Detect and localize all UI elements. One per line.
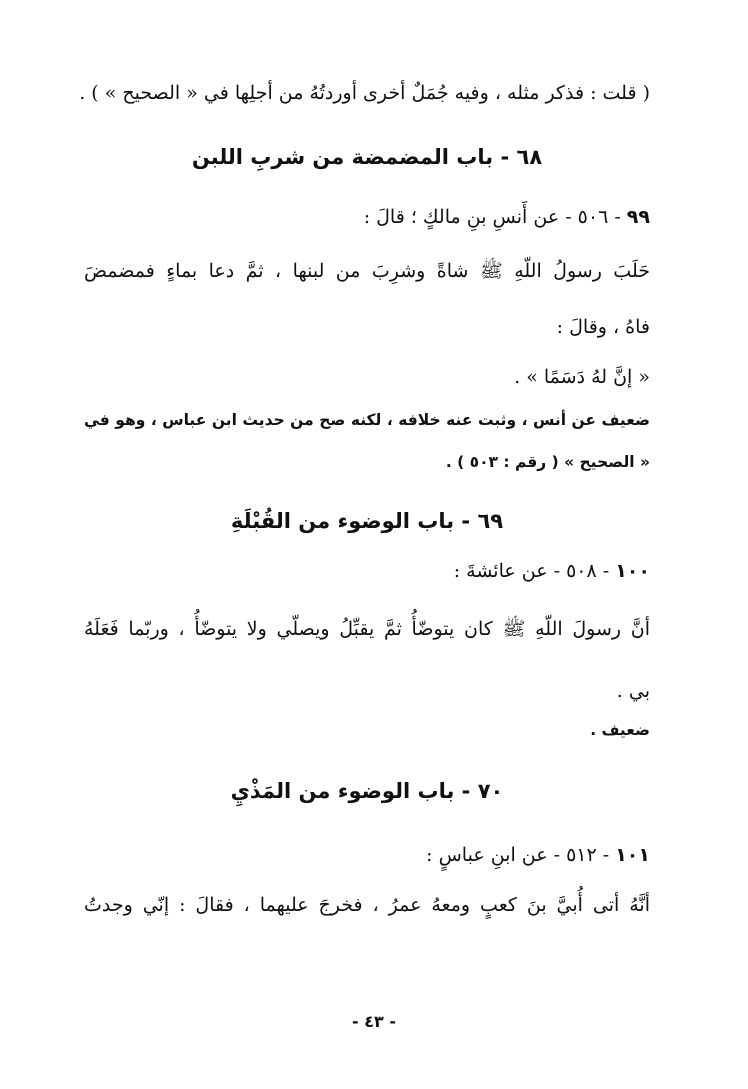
hadith-number: ١٠٠: [615, 560, 650, 582]
hadith-number: ١٠١: [615, 844, 650, 866]
hadith-header-101: [84, 840, 650, 870]
hadith-text-line: بي .: [616, 680, 650, 702]
hadith-narrator: - ٥٠٨ - عن عائشةَ :: [453, 560, 610, 582]
page-number: - ٤٣ -: [352, 1012, 396, 1031]
hadith-text-line: أنَّهُ أتى أُبيَّ بنَ كعبٍ ومعهُ عمرُ ، فخرجَ عليهما ، فقالَ : إنّي وجدتُ: [84, 894, 650, 916]
hadith-text-line: حَلَبَ رسولُ اللّهِ ﷺ شاةً وشرِبَ من لبنها ، ثمَّ دعا بماءٍ فمضمضَ: [84, 260, 650, 282]
note-line: ( قلت : فذكر مثله ، وفيه جُمَلٌ أخرى أوردتُهُ من أجلِها في « الصحيح » ) .: [79, 82, 650, 104]
grading-line: « الصحيح » ( رقم : ٥٠٣ ) .: [445, 453, 650, 471]
grading-line: ضعيف .: [590, 721, 650, 739]
chapter-heading-69: ٦٩ - باب الوضوء من القُبْلَةِ: [230, 509, 504, 533]
hadith-header-99: [84, 202, 650, 232]
hadith-number: ٩٩: [626, 206, 650, 228]
chapter-heading-70: ٧٠ - باب الوضوء من المَذْيِ: [230, 779, 504, 803]
hadith-text-line: أنَّ رسولَ اللّهِ ﷺ كان يتوضّأُ ثمَّ يقبِّلُ ويصلّي ولا يتوضّأُ ، وربّما فَعَلَهُ: [84, 618, 650, 640]
grading-line: ضعيف عن أنس ، وثبت عنه خلافه ، لكنه صح من حديث ابن عباس ، وهو في: [84, 411, 650, 429]
chapter-heading-68: ٦٨ - باب المضمضة من شربِ اللبن: [191, 145, 543, 169]
hadith-header-100: [84, 556, 650, 586]
hadith-quote-line: « إنَّ لهُ دَسَمًا » .: [514, 366, 650, 388]
hadith-narrator: - ٥١٢ - عن ابنِ عباسٍ :: [426, 844, 610, 866]
hadith-text-line: فاهُ ، وقالَ :: [556, 316, 650, 338]
hadith-narrator: - ٥٠٦ - عن أَنسِ بنِ مالكٍ ؛ قالَ :: [363, 206, 621, 228]
